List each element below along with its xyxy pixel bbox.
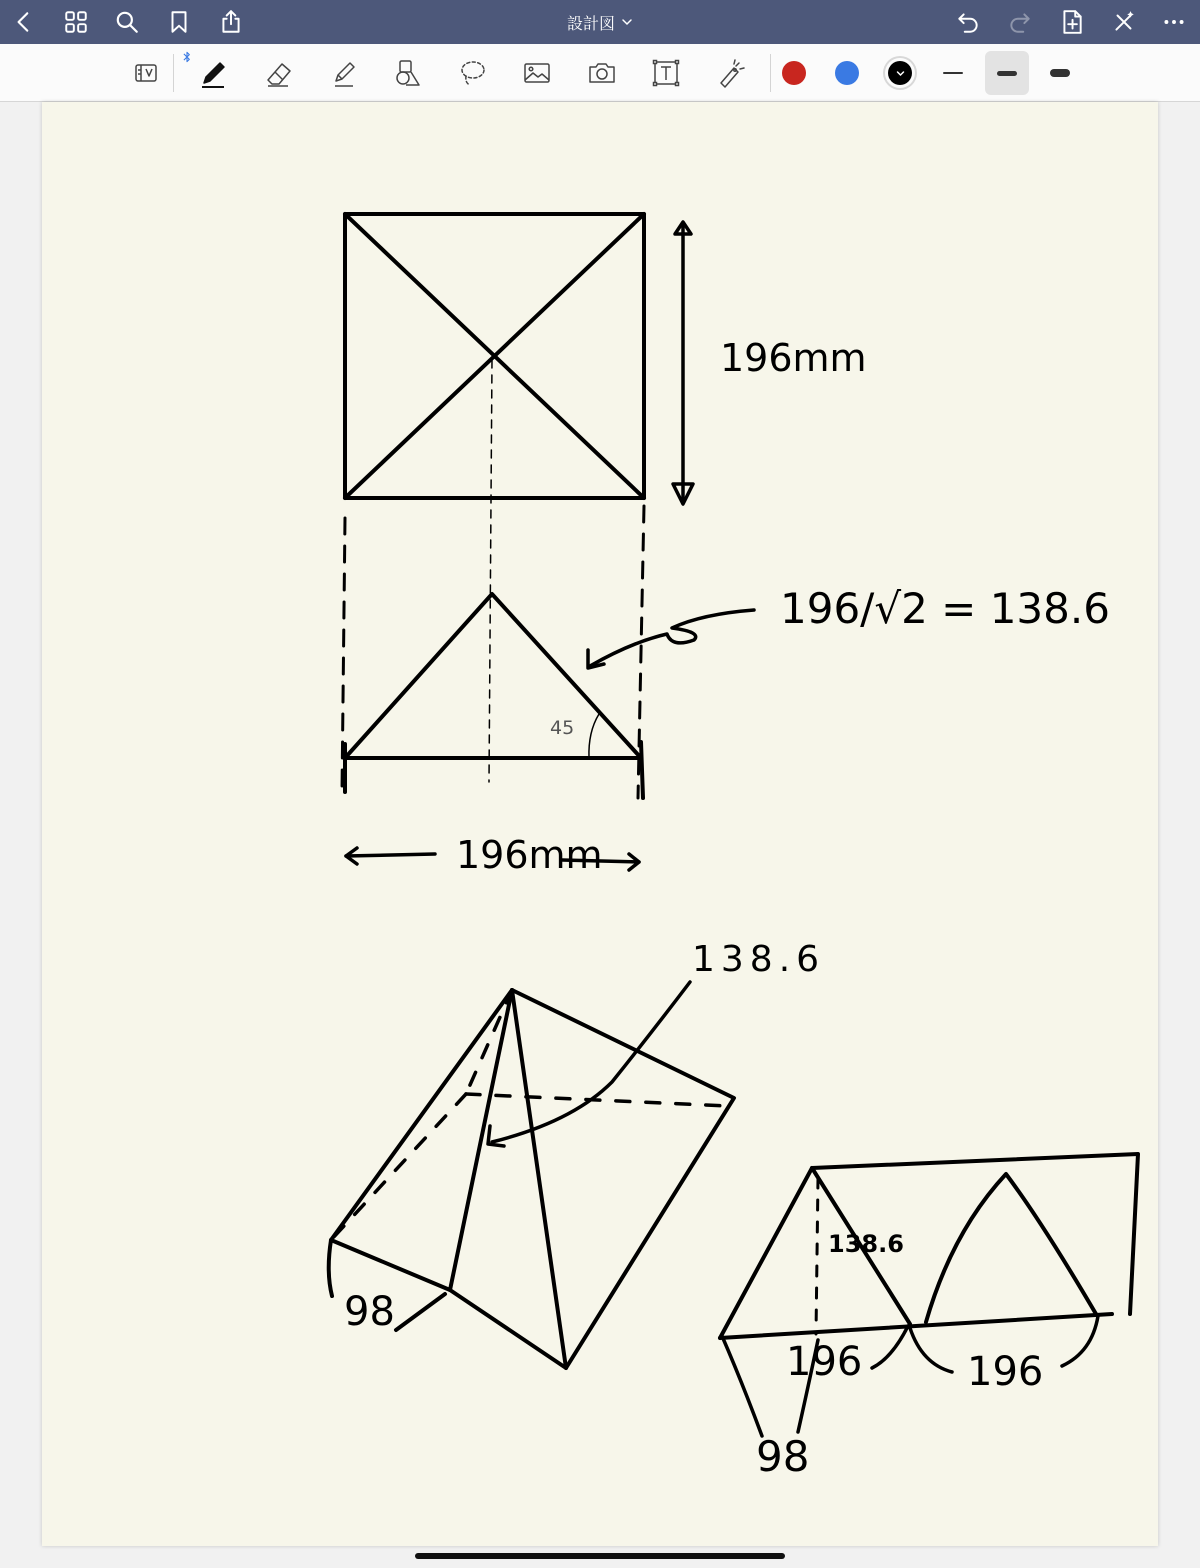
add-page-icon[interactable] (1054, 4, 1090, 40)
back-chevron-icon[interactable] (6, 4, 42, 40)
slant-formula-label: 196/√2 = 138.6 (780, 584, 1110, 633)
grid-icon[interactable] (58, 4, 94, 40)
share-icon[interactable] (213, 4, 249, 40)
search-icon[interactable] (109, 4, 145, 40)
stroke-thin[interactable] (931, 51, 975, 95)
image-icon[interactable] (516, 52, 558, 94)
handwritten-drawing (42, 102, 1158, 1546)
color-black[interactable] (888, 61, 912, 85)
net-height-dashed-line (816, 1178, 818, 1334)
shapes-icon[interactable] (387, 52, 429, 94)
tool-bar (0, 44, 1200, 102)
front-view-triangle (345, 594, 643, 798)
net-sketch (720, 1154, 1138, 1338)
base-width-label: 196mm (456, 833, 603, 877)
document-title-button[interactable] (567, 11, 633, 34)
color-blue[interactable] (835, 61, 859, 85)
chevron-down-icon (896, 69, 905, 78)
pyramid-slant-label: 138.6 (692, 939, 826, 980)
pen-icon[interactable] (192, 52, 234, 94)
net-base-label-1: 196 (786, 1339, 863, 1385)
redo-icon[interactable] (1002, 4, 1038, 40)
home-indicator[interactable] (415, 1553, 785, 1559)
slant-callout-arrow (588, 610, 754, 668)
read-mode-icon[interactable] (125, 52, 167, 94)
toolbar-divider (770, 54, 771, 92)
close-icon[interactable] (1106, 4, 1142, 40)
square-height-label: 196mm (720, 336, 867, 380)
note-page-canvas[interactable] (42, 102, 1158, 1546)
bookmark-icon[interactable] (161, 4, 197, 40)
document-title: 設計図 (566, 13, 615, 33)
bluetooth-icon (178, 48, 196, 66)
undo-icon[interactable] (950, 4, 986, 40)
angle-arc (589, 714, 599, 758)
angle-label: 45 (550, 717, 575, 739)
lasso-icon[interactable] (452, 52, 494, 94)
stroke-medium[interactable] (985, 51, 1029, 95)
pyramid-half-base-label: 98 (344, 1289, 395, 1335)
color-red[interactable] (782, 61, 806, 85)
center-dashed-line (489, 360, 492, 782)
top-view-square (345, 214, 644, 498)
highlighter-icon[interactable] (323, 52, 365, 94)
net-height-label: 138.6 (828, 1230, 904, 1258)
laser-pointer-icon[interactable] (710, 52, 752, 94)
chevron-down-icon (621, 16, 633, 28)
height-dimension-arrow (673, 222, 693, 504)
eraser-icon[interactable] (258, 52, 300, 94)
text-icon[interactable] (645, 52, 687, 94)
camera-icon[interactable] (581, 52, 623, 94)
title-bar (0, 0, 1200, 44)
stroke-thick[interactable] (1038, 51, 1082, 95)
more-icon[interactable] (1156, 4, 1192, 40)
net-half-base-label: 98 (756, 1432, 810, 1481)
net-base-label-2: 196 (967, 1349, 1044, 1395)
toolbar-divider (173, 54, 174, 92)
